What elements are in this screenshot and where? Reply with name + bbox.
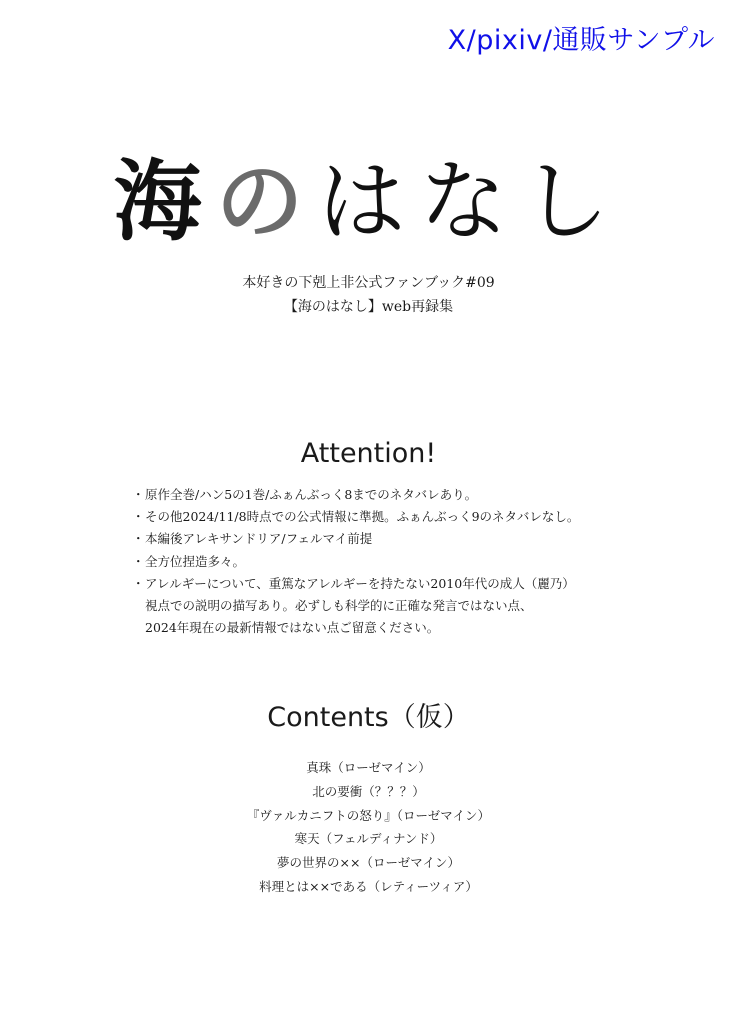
title-char-2: の — [215, 150, 318, 253]
title-char-3: は — [317, 150, 420, 253]
title-char-4: な — [419, 150, 522, 253]
attention-line: 2024年現在の最新情報ではない点ご留意ください。 — [145, 620, 440, 636]
contents-list — [0, 756, 737, 899]
subtitle-block — [0, 271, 737, 319]
bullet-marker: ・ — [132, 553, 145, 569]
contents-item: 夢の世界の××（ローゼマイン） — [277, 855, 460, 871]
attention-line: その他2024/11/8時点での公式情報に準拠。ふぁんぶっく9のネタバレなし。 — [145, 509, 580, 525]
attention-heading: Attention! — [300, 438, 437, 469]
contents-item: 寒天（フェルディナンド） — [294, 831, 443, 847]
bullet-marker: ・ — [132, 509, 145, 525]
attention-line: 全方位捏造多々。 — [145, 553, 246, 569]
attention-item — [132, 551, 652, 573]
book-title — [0, 152, 737, 252]
contents-item: 真珠（ローゼマイン） — [306, 760, 431, 775]
title-char-5: し — [521, 150, 624, 253]
sample-label: X/pixiv/通販サンプル — [447, 25, 715, 56]
contents-item: 北の要衝（？？？） — [312, 783, 425, 799]
subtitle-line-1: 本好きの下剋上非公式ファンブック#09 — [242, 275, 495, 291]
attention-line: アレルギーについて、重篤なアレルギーを持たない2010年代の成人（麗乃） — [145, 575, 575, 591]
bullet-marker: ・ — [132, 575, 145, 591]
attention-line: 原作全巻/ハン5の1巻/ふぁんぶっく8までのネタバレあり。 — [145, 487, 478, 502]
contents-item: 料理とは××である（レティーツィア） — [259, 878, 478, 894]
contents-item: 『ヴァルカニフトの怒り』（ローゼマイン） — [246, 807, 491, 823]
subtitle-line-2: 【海のはなし】web再録集 — [283, 299, 454, 315]
attention-line: 本編後アレキサンドリア/フェルマイ前提 — [145, 531, 373, 547]
bullet-marker: ・ — [132, 531, 145, 547]
contents-heading: Contents（仮） — [267, 702, 470, 733]
title-char-1: 海 — [113, 150, 216, 253]
bullet-marker: ・ — [132, 487, 145, 502]
attention-list — [132, 484, 652, 639]
attention-line: 視点での説明の描写あり。必ずしも科学的に正確な発言ではない点、 — [145, 598, 533, 614]
attention-item — [132, 506, 652, 528]
attention-item — [132, 484, 652, 506]
attention-item — [132, 528, 652, 550]
attention-item — [132, 573, 652, 640]
